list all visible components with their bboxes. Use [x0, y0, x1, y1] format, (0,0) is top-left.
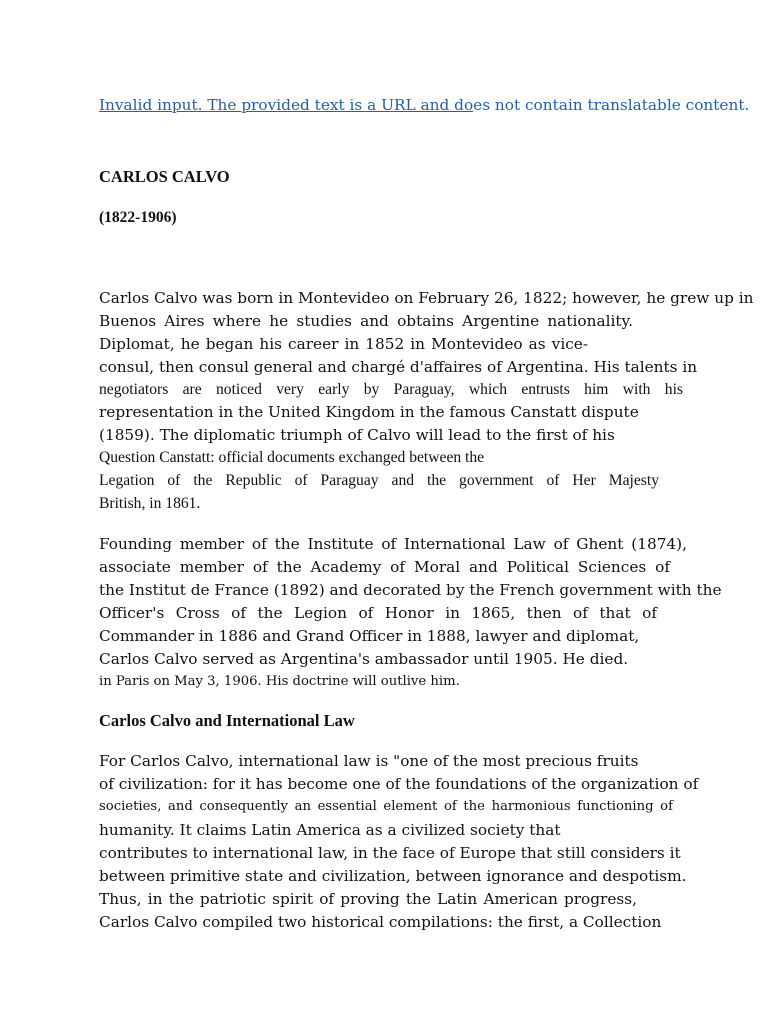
paragraph-line: For Carlos Calvo, international law is "one of the most precious fruits	[99, 752, 639, 770]
paragraph-line: Founding member of the Institute of International Law of Ghent (1874),	[99, 535, 687, 553]
paragraph-line: British, in 1861.	[99, 495, 201, 512]
paragraph-line: societies, and consequently an essential element of the harmonious functioning of	[99, 799, 673, 814]
paragraph-line: Carlos Calvo served as Argentina's ambassador until 1905. He died.	[99, 650, 629, 668]
paragraph-line: (1859). The diplomatic triumph of Calvo will lead to the first of his	[99, 426, 615, 444]
notice-link[interactable]: Invalid input. The provided text is a URL and do	[99, 96, 474, 114]
paragraph-line: associate member of the Academy of Moral and Political Sciences of	[99, 558, 670, 576]
paragraph-line: Thus, in the patriotic spirit of proving the Latin American progress,	[99, 890, 637, 908]
notice-text: es not contain translatable content.	[473, 96, 750, 114]
paragraph-line: Diplomat, he began his career in 1852 in Montevideo as vice-	[99, 335, 588, 353]
paragraph-line: Carlos Calvo was born in Montevideo on February 26, 1822; however, he grew up in	[99, 289, 754, 307]
paragraph-line: consul, then consul general and chargé d'affaires of Argentina. His talents in	[99, 358, 698, 376]
paragraph-line: humanity. It claims Latin America as a civilized society that	[99, 821, 561, 839]
paragraph-line: the Institut de France (1892) and decorated by the French government with the	[99, 581, 722, 599]
paragraph-line: of civilization: for it has become one of the foundations of the organization of	[99, 775, 699, 793]
paragraph-line: between primitive state and civilization, between ignorance and despotism.	[99, 867, 687, 885]
paragraph-line: Officer's Cross of the Legion of Honor in 1865, then of that of	[99, 604, 657, 622]
paragraph-line: representation in the United Kingdom in the famous Canstatt dispute	[99, 403, 639, 421]
paragraph-line: contributes to international law, in the face of Europe that still considers it	[99, 844, 681, 862]
paragraph-line: Buenos Aires where he studies and obtains Argentine nationality.	[99, 312, 633, 330]
paragraph-line: Carlos Calvo compiled two historical compilations: the first, a Collection	[99, 913, 662, 931]
paragraph-line: Question Canstatt: official documents exchanged between the	[99, 449, 485, 466]
invalid-input-notice	[99, 95, 749, 115]
document-title: CARLOS CALVO	[99, 167, 230, 186]
section-heading: Carlos Calvo and International Law	[99, 711, 355, 730]
paragraph-line: negotiators are noticed very early by Paraguay, which entrusts him with his	[99, 381, 683, 398]
paragraph-line: Legation of the Republic of Paraguay and the government of Her Majesty	[99, 472, 659, 489]
paragraph-line: Commander in 1886 and Grand Officer in 1888, lawyer and diplomat,	[99, 627, 640, 645]
paragraph-line: in Paris on May 3, 1906. His doctrine will outlive him.	[99, 674, 460, 689]
life-dates: (1822-1906)	[99, 209, 177, 226]
